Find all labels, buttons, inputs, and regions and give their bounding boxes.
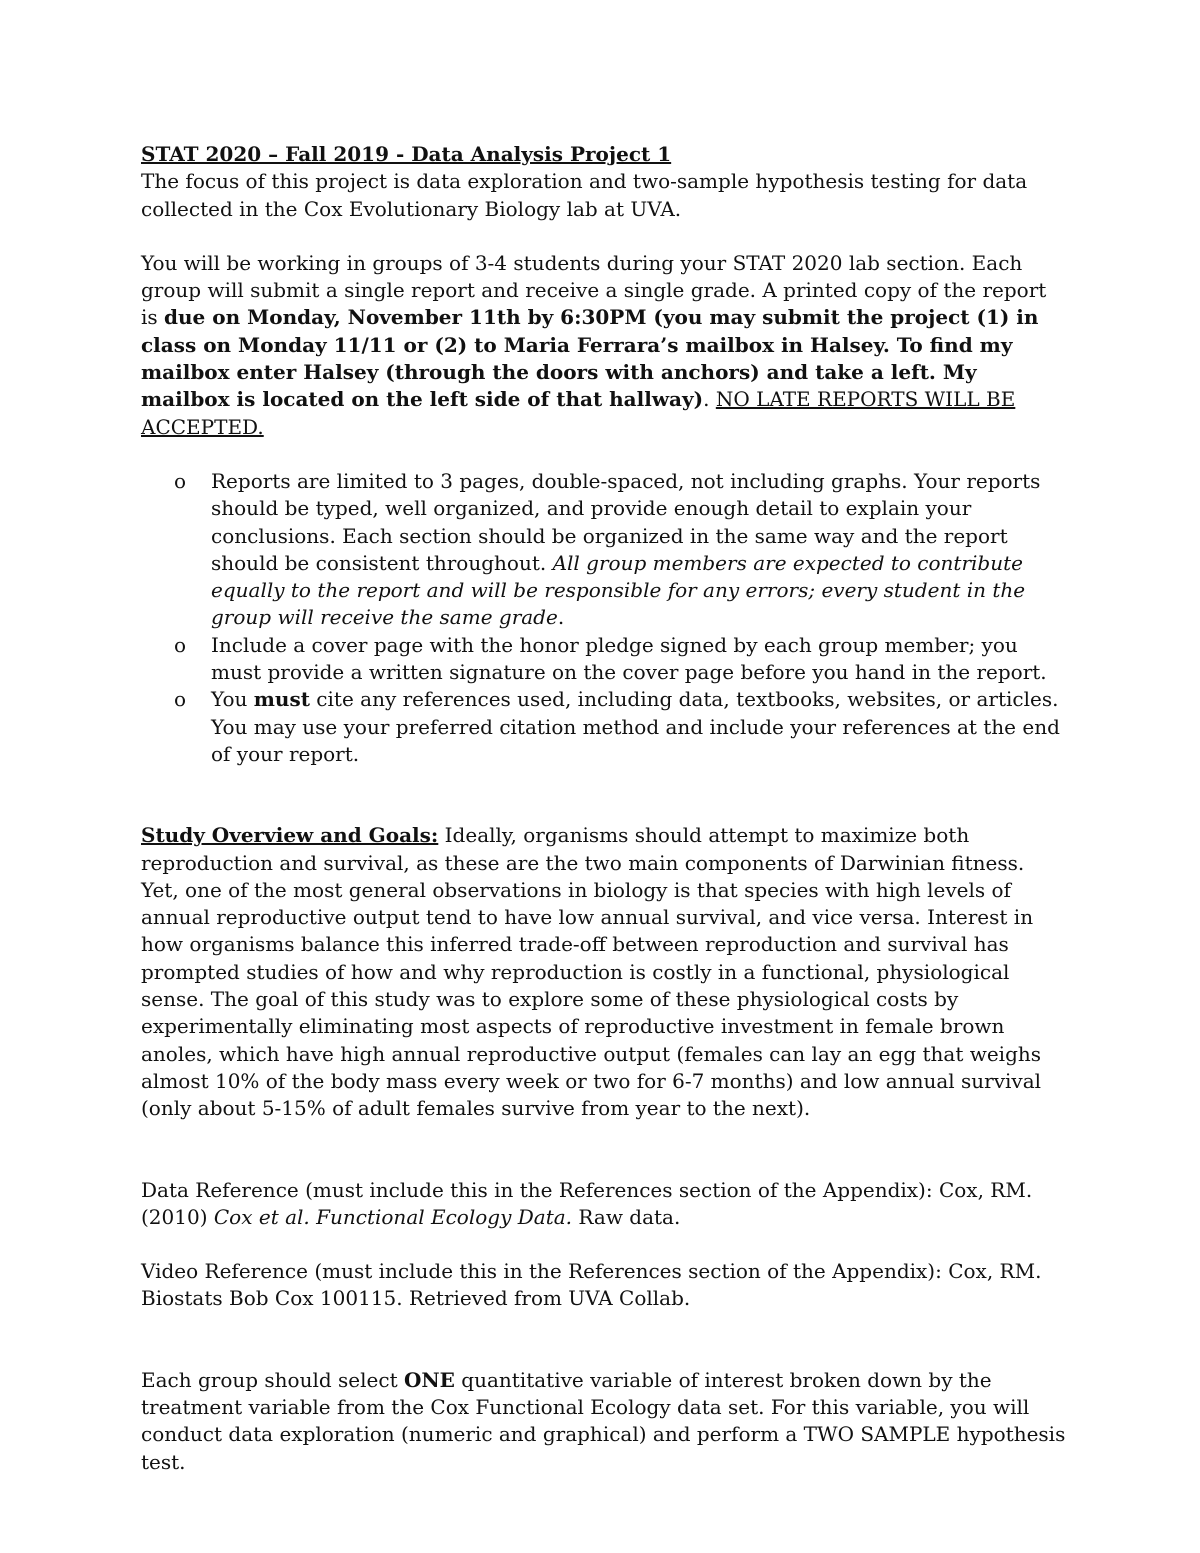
document-body	[141, 141, 1066, 1476]
late-policy-text: NO LATE REPORTS WILL BE ACCEPTED.	[141, 387, 1016, 439]
intro-paragraph: The focus of this project is data exploration and two-sample hypothesis testing for data collected in the Cox Evolutionary Biology lab at UVA.	[141, 169, 1028, 221]
bullet-marker: o	[174, 632, 187, 657]
bullet-bold-text: must	[253, 687, 310, 712]
study-overview-heading: Study Overview and Goals:	[141, 823, 439, 848]
data-reference-text: Data Reference (must include this in the References section of the Appendix): Cox, RM. (2010)	[141, 1177, 1033, 1229]
bullet-marker: o	[174, 468, 187, 493]
list-item	[141, 468, 1066, 632]
data-reference-end: Raw data.	[572, 1204, 681, 1229]
bullet-text-post: cite any references used, including data, textbooks, websites, or articles. You may use your preferred citation method and include your references at the end of your report.	[211, 687, 1060, 766]
closing-text-post: quantitative variable of interest broken down by the treatment variable from the Cox Functional Ecology data set. For this variable, you will conduct data exploration (numeric and graphical) and perform a TWO SAMPLE hypothesis test.	[141, 1367, 1066, 1474]
list-item	[141, 632, 1066, 687]
data-reference	[141, 1177, 1066, 1232]
bullet-text: Reports are limited to 3 pages, double-spaced, not including graphs. Your reports should be typed, well organized, and provide enough detail to explain your conclusions. Each section should be organized in the same way and the report should be consistent throughout.	[211, 468, 1041, 575]
bullet-text-pre: You	[211, 687, 254, 712]
video-reference: Video Reference (must include this in the References section of the Appendix): Cox, RM. Biostats Bob Cox 100115. Retrieved from UVA Collab.	[141, 1259, 1042, 1311]
study-overview-body: Ideally, organisms should attempt to maximize both reproduction and survival, as these are the two main components of Darwinian fitness. Yet, one of the most general observations in biology is that species with high levels of annual reproductive output tend to have low annual survival, and vice versa. Interest in how organisms balance this inferred trade-off between reproduction and survival has prompted studies of how and why reproduction is costly in a functional, physiological sense. The goal of this study was to explore some of these physiological costs by experimentally eliminating most aspects of reproductive investment in female brown anoles, which have high annual reproductive output (females can lay an egg that weighs almost 10% of the body mass every week or two for 6-7 months) and low annual survival (only about 5-15% of adult females survive from year to the next).	[141, 823, 1042, 1121]
groups-separator: .	[703, 387, 716, 412]
closing-paragraph	[141, 1367, 1066, 1476]
bullet-italic-text: All group members are expected to contribute equally to the report and will be responsible for any errors; every student in the group will receive the same grade	[211, 550, 1026, 630]
closing-bold: ONE	[403, 1367, 455, 1392]
project-title	[141, 141, 1066, 168]
groups-paragraph	[141, 250, 1066, 441]
bullet-marker: o	[174, 687, 187, 712]
due-date-text: due on Monday, November 11th by 6:30PM (you may submit the project (1) in class on Monday 11/11 or (2) to Maria Ferrara’s mailbox in Halsey. To find my mailbox enter Halsey (through the doors with anchors) and take a left. My mailbox is located on the left side of that hallway)	[141, 305, 1039, 412]
data-reference-italic: Cox et al. Functional Ecology Data.	[213, 1204, 573, 1229]
closing-text-pre: Each group should select	[141, 1367, 404, 1392]
list-item	[141, 686, 1066, 768]
project-title-text: STAT 2020 – Fall 2019 - Data Analysis Project 1	[141, 142, 672, 166]
study-overview-paragraph	[141, 822, 1066, 1122]
groups-text: You will be working in groups of 3-4 students during your STAT 2020 lab section. Each group will submit a single report and receive a single grade. A printed copy of the report is	[141, 250, 1047, 330]
bullet-end: .	[557, 605, 565, 630]
requirements-list	[141, 468, 1066, 768]
bullet-text: Include a cover page with the honor pledge signed by each group member; you must provide a written signature on the cover page before you hand in the report.	[211, 632, 1047, 685]
